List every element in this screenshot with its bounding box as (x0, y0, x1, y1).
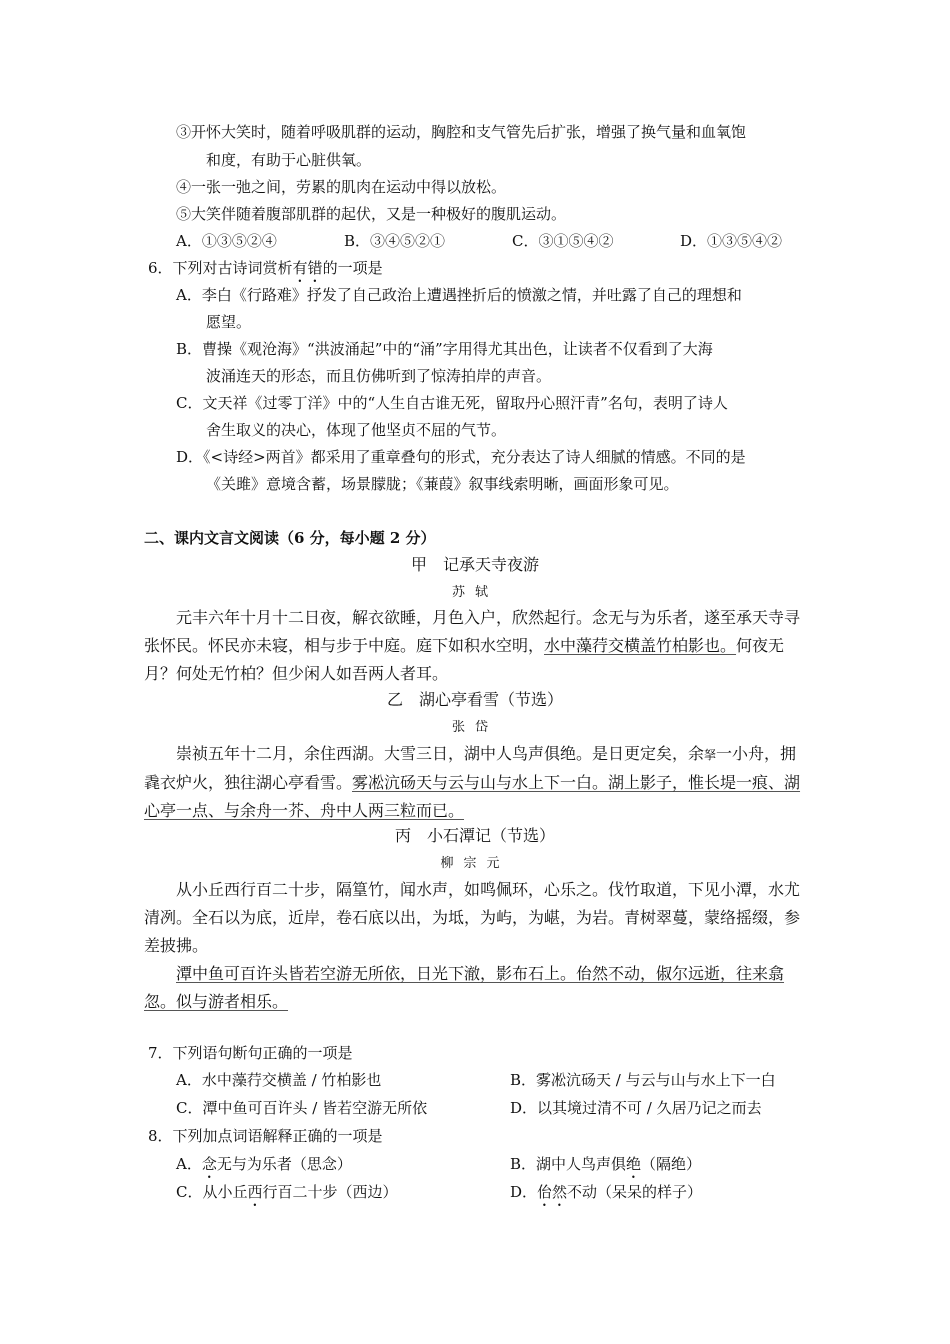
jia-text-a: 元丰六年十月十二日夜，解衣欲睡，月色入户，欣然起行。念无与为乐者，遂至承天寺寻张怀民。怀民亦未寝，相与步于中庭。庭下如积水空明， (144, 608, 801, 655)
q5-option-d[interactable]: D．①③⑤④② (680, 232, 783, 250)
q8-option-a[interactable] (176, 1154, 352, 1182)
q8-b-pre: B．湖中人鸟声俱 (510, 1155, 627, 1173)
q5-option-c[interactable]: C．③①⑤④② (512, 232, 614, 250)
jia-text-underlined: 水中藻荇交横盖竹柏影也。 (544, 636, 737, 655)
q8-b-dotted: 绝 (626, 1155, 642, 1173)
q5-option-b[interactable]: B．③④⑤②① (344, 232, 446, 250)
bing-passage-1 (144, 876, 808, 960)
q8-stem: 8．下列加点词语解释正确的一项是 (148, 1127, 383, 1145)
q5-item4: ④一张一弛之间，劳累的肌肉在运动中得以放松。 (176, 178, 507, 196)
yi-passage (144, 740, 808, 825)
q8-b-post: （隔绝） (641, 1155, 702, 1173)
q8-d-post: 不动（呆呆的样子） (567, 1183, 703, 1201)
q6-stem-prefix: 6．下列对古诗词赏析 (148, 259, 293, 277)
bing-passage-2 (144, 960, 808, 1016)
yi-text-small: 拏 (704, 748, 717, 762)
q8-option-b[interactable] (510, 1154, 701, 1182)
q6-option-a-line1[interactable]: A．李白《行路难》抒发了自己政治上遭遇挫折后的愤激之情，并吐露了自己的理想和 (176, 286, 742, 304)
section2-heading: 二、课内文言文阅读（6 分，每小题 2 分） (144, 529, 436, 547)
q6-option-a-line2: 愿望。 (206, 313, 252, 331)
q8-option-c[interactable] (176, 1182, 398, 1210)
q5-item5: ⑤大笑伴随着腹部肌群的起伏，又是一种极好的腹肌运动。 (176, 205, 567, 223)
q8-a-dotted: 念 (201, 1155, 217, 1173)
q8-a-pre: A． (176, 1155, 202, 1173)
yi-text-b: 一小舟，拥毳衣炉火，独往湖心亭看雪。 (144, 744, 797, 792)
yi-title: 乙 湖心亭看雪（节选） (386, 690, 563, 709)
q6-option-b-line1[interactable]: B．曹操《观沧海》“洪波涌起”中的“涌”字用得尤其出色，让读者不仅看到了大海 (176, 340, 713, 358)
q7-option-d[interactable]: D．以其境过清不可 / 久居乃记之而去 (510, 1099, 762, 1117)
q6-stem-suffix: 的一项是 (322, 259, 383, 277)
q8-c-post: 行百二十步（西边） (262, 1183, 398, 1201)
q7-option-a[interactable]: A．水中藻荇交横盖 / 竹柏影也 (176, 1071, 382, 1089)
bing-p1: 从小丘西行百二十步，隔篁竹，闻水声，如鸣佩环，心乐之。伐竹取道，下见小潭，水尤清冽。全石以为底，近岸，卷石底以出，为坻，为屿，为嵁，为岩。青树翠蔓，蒙络摇缀，参差披拂。 (144, 880, 801, 955)
jia-author: 苏轼 (451, 585, 498, 600)
q5-item3-line1: ③开怀大笑时，随着呼吸肌群的运动，胸腔和支气管先后扩张，增强了换气量和血氧饱 (176, 123, 747, 141)
q8-c-pre: C．从小丘 (176, 1183, 248, 1201)
q6-stem (148, 258, 383, 286)
bing-title: 丙 小石潭记（节选） (394, 826, 555, 845)
bing-author: 柳宗元 (440, 856, 510, 871)
q6-stem-dotted: 有错 (292, 259, 323, 277)
q5-item3-line2: 和度，有助于心脏供氧。 (206, 151, 372, 169)
jia-passage (144, 604, 808, 688)
q7-option-b[interactable]: B．雾凇沆砀天 / 与云与山与水上下一白 (510, 1071, 776, 1089)
q8-c-dotted: 西 (247, 1183, 263, 1201)
q6-option-d-line1[interactable]: D．《<诗经>两首》都采用了重章叠句的形式，充分表达了诗人细腻的情感。不同的是 (176, 448, 746, 466)
q8-a-post: 无与为乐者（思念） (216, 1155, 352, 1173)
q8-d-pre: D． (510, 1183, 538, 1201)
q5-option-a[interactable]: A．①③⑤②④ (176, 232, 277, 250)
q6-option-c-line2: 舍生取义的决心，体现了他坚贞不屈的气节。 (206, 421, 507, 439)
q6-option-c-line1[interactable]: C．文天祥《过零丁洋》中的“人生自古谁无死，留取丹心照汗青”名句，表明了诗人 (176, 394, 728, 412)
q7-option-c[interactable]: C．潭中鱼可百许头 / 皆若空游无所依 (176, 1099, 428, 1117)
yi-text-underlined: 雾凇沆砀天与云与山与水上下一白。湖上影子，惟长堤一痕、湖心亭一点、与余舟一芥、舟中人两三粒而已。 (144, 773, 801, 820)
q6-option-b-line2: 波涌连天的形态，而且仿佛听到了惊涛拍岸的声音。 (206, 367, 552, 385)
jia-title: 甲 记承天寺夜游 (410, 555, 539, 574)
bing-p2-underlined: 潭中鱼可百许头皆若空游无所依，日光下澈，影布石上。佁然不动，俶尔远逝，往来翕忽。似与游者相乐。 (144, 964, 785, 1011)
q7-stem: 7．下列语句断句正确的一项是 (148, 1044, 353, 1062)
q6-option-d-line2: 《关雎》意境含蓄，场景朦胧；《蒹葭》叙事线索明晰，画面形象可见。 (206, 475, 679, 493)
yi-author: 张岱 (451, 720, 498, 735)
q8-d-dotted: 佁然 (537, 1183, 568, 1201)
q8-option-d[interactable] (510, 1182, 702, 1210)
jia-text-b: 何夜无月？何处无竹柏？但少闲人如吾两人者耳。 (144, 636, 785, 683)
yi-text-a: 崇祯五年十二月，余住西湖。大雪三日，湖中人鸟声俱绝。是日更定矣，余 (176, 744, 705, 763)
